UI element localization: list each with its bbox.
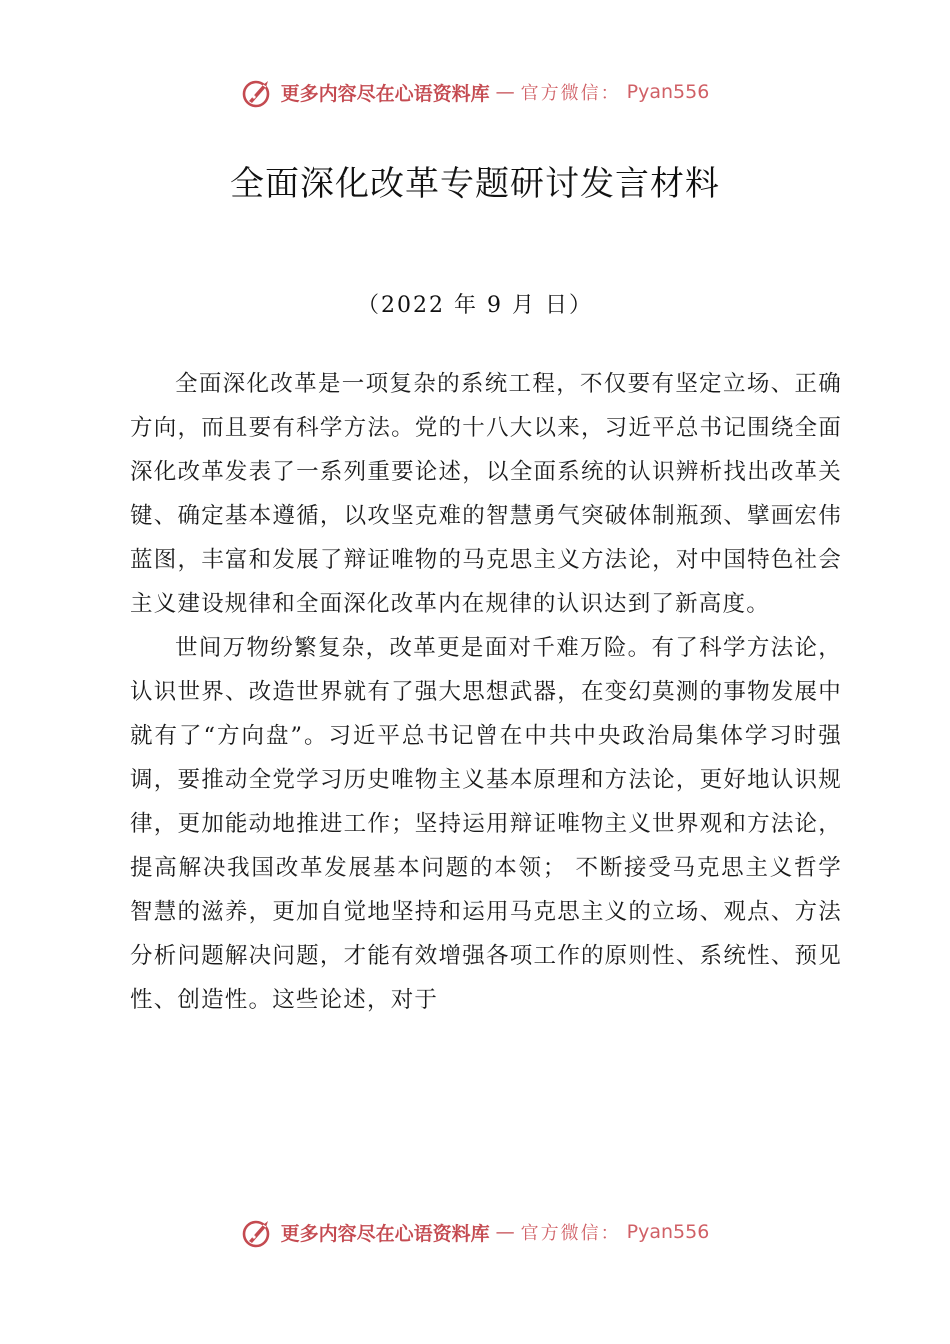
fountain-pen-circle-logo	[241, 75, 275, 109]
banner-brand-text: 更多内容尽在心语资料库	[280, 82, 490, 105]
header-banner	[0, 72, 950, 112]
body-paragraph-2: 世间万物纷繁复杂，改革更是面对千难万险。有了科学方法论，认识世界、改造世界就有了强大思想武器，在变幻莫测的事物发展中就有了“方向盘”。习近平总书记曾在中共中央政治局集体学习时强调，要推动全党学习历史唯物主义基本原理和方法论，更好地认识规律，更加能动地推进工作；坚持运用辩证唯物主义世界观和方法论，提高解决我国改革发展基本问题的本领； 不断接受马克思主义哲学智慧的滋养，更加自觉地坚持和运用马克思主义的立场、观点、方法分析问题解决问题，才能有效增强各项工作的原则性、系统性、预见性、创造性。这些论述，对于	[130, 635, 842, 1013]
banner-wechat-label: 官方微信：	[520, 83, 621, 104]
fountain-pen-circle-logo	[241, 1215, 275, 1249]
body-paragraph-1: 全面深化改革是一项复杂的系统工程，不仅要有坚定立场、正确方向，而且要有科学方法。党的十八大以来，习近平总书记围绕全面深化改革发表了一系列重要论述，以全面系统的认识辨析找出改革关键、确定基本遵循，以攻坚克难的智慧勇气突破体制瓶颈、擘画宏伟蓝图，丰富和发展了辩证唯物的马克思主义方法论，对中国特色社会主义建设规律和全面深化改革内在规律的认识达到了新高度。	[130, 371, 842, 617]
banner-wechat-id: Pyan556	[626, 1221, 710, 1243]
banner-separator: —	[495, 1221, 515, 1243]
footer-banner	[0, 1212, 950, 1252]
document-body	[130, 362, 842, 1022]
banner-wechat-id: Pyan556	[626, 81, 710, 103]
document-title: 全面深化改革专题研讨发言材料	[230, 164, 720, 204]
banner-separator: —	[495, 81, 515, 103]
document-date: （2022 年 9 月 日）	[357, 293, 593, 318]
banner-brand-text: 更多内容尽在心语资料库	[280, 1222, 490, 1245]
banner-wechat-label: 官方微信：	[520, 1223, 621, 1244]
